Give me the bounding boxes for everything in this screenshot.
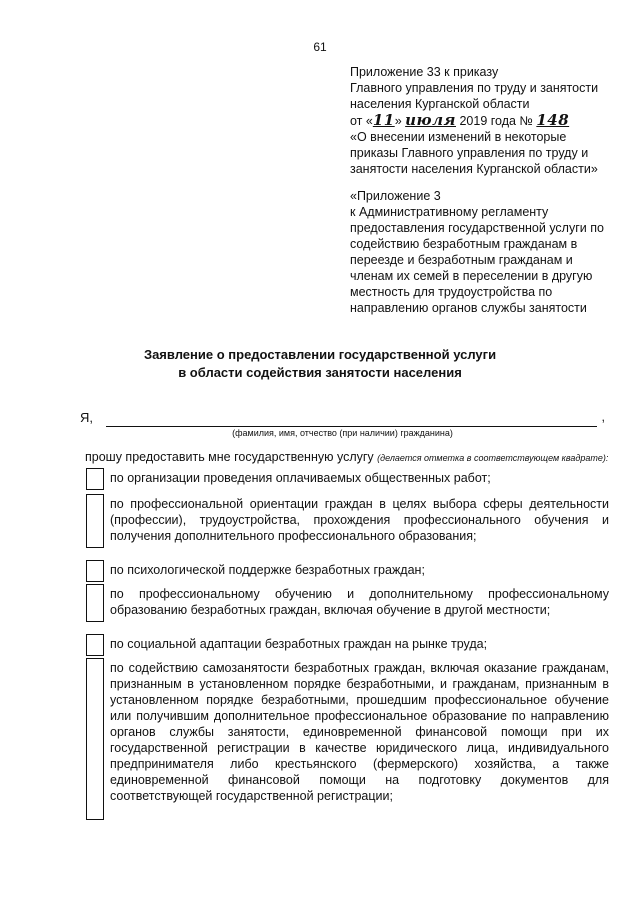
appendix-33-line: приказы Главного управления по труду и bbox=[350, 146, 589, 160]
handwritten-day: 11 bbox=[372, 111, 395, 129]
document-title bbox=[0, 346, 640, 382]
option-text-public-works: по организации проведения оплачиваемых общественных работ; bbox=[110, 471, 491, 485]
applicant-name-hint: (фамилия, имя, отчество (при наличии) гражданина) bbox=[232, 428, 453, 438]
option-checkbox-public-works[interactable] bbox=[86, 468, 104, 490]
appendix-3-line: направлению органов службы занятости bbox=[350, 301, 587, 315]
document-title-line: Заявление о предоставлении государственной услуги bbox=[143, 347, 497, 362]
appendix-33-header bbox=[350, 64, 618, 177]
appendix-3-header bbox=[350, 188, 618, 316]
option-checkbox-career-guidance[interactable] bbox=[86, 494, 104, 548]
handwritten-month: июля bbox=[405, 111, 456, 129]
appendix-3-line: содействию безработным гражданам в bbox=[350, 237, 578, 251]
request-line bbox=[85, 450, 608, 464]
date-year: 2019 года № bbox=[459, 114, 533, 128]
option-checkbox-professional-training[interactable] bbox=[86, 584, 104, 622]
appendix-3-line: переезде и безработным гражданам и bbox=[350, 253, 573, 267]
appendix-3-line: предоставления государственной услуги по bbox=[350, 221, 604, 235]
appendix-3-line: членам их семей в переселении в другую bbox=[350, 269, 593, 283]
page-number: 61 bbox=[313, 40, 327, 54]
option-checkbox-self-employment[interactable] bbox=[86, 658, 104, 820]
option-checkbox-psychological-support[interactable] bbox=[86, 560, 104, 582]
date-prefix: от « bbox=[350, 114, 373, 128]
option-text-social-adaptation: по социальной адаптации безработных граждан на рынке труда; bbox=[110, 637, 488, 651]
option-text-professional-training: по профессиональному обучению и дополнительному профессиональному образованию безработных граждан, включая обучение в другой местности; bbox=[110, 587, 609, 617]
applicant-name-field[interactable] bbox=[106, 426, 597, 427]
document-title-line: в области содействия занятости населения bbox=[178, 365, 462, 380]
appendix-33-line: занятости населения Курганской области» bbox=[350, 162, 598, 176]
appendix-3-line: местность для трудоустройства по bbox=[350, 285, 553, 299]
option-text-psychological-support: по психологической поддержке безработных граждан; bbox=[110, 563, 425, 577]
option-checkbox-social-adaptation[interactable] bbox=[86, 634, 104, 656]
applicant-label: Я, bbox=[80, 410, 93, 425]
request-text: прошу предоставить мне государственную услугу bbox=[85, 450, 378, 464]
handwritten-order-number: 148 bbox=[536, 111, 570, 129]
request-note: (делается отметка в соответствующем квадрате): bbox=[377, 453, 609, 463]
appendix-3-line: к Административному регламенту bbox=[350, 205, 549, 219]
order-date-line bbox=[350, 112, 618, 129]
appendix-33-line: Главного управления по труду и занятости bbox=[350, 81, 599, 95]
appendix-33-line: населения Курганской области bbox=[350, 97, 530, 111]
appendix-3-line: «Приложение 3 bbox=[350, 189, 441, 203]
appendix-33-line: «О внесении изменений в некоторые bbox=[350, 130, 567, 144]
applicant-comma: , bbox=[601, 410, 605, 424]
option-text-career-guidance: по профессиональной ориентации граждан в целях выбора сферы деятельности (профессии), трудоустройства, прохождения профессионального обучения и получения дополнительного профессионального образования; bbox=[110, 497, 609, 543]
option-text-self-employment: по содействию самозанятости безработных граждан, включая оказание гражданам, признанным в установленном порядке безработными, и гражданам, признанным в установленном порядке безработными, прошедшим профессиональное обучение или получившим дополнительное профессиональное образование по направлению органов службы занятости, единовременной финансовой помощи при их государственной регистрации в качестве юридического лица, индивидуального предпринимателя либо крестьянского (фермерского) хозяйства, а также единовременной финансовой помощи на подготовку документов для соответствующей государственной регистрации; bbox=[110, 661, 609, 803]
appendix-33-line: Приложение 33 к приказу bbox=[350, 65, 499, 79]
date-mid: » bbox=[394, 114, 402, 128]
